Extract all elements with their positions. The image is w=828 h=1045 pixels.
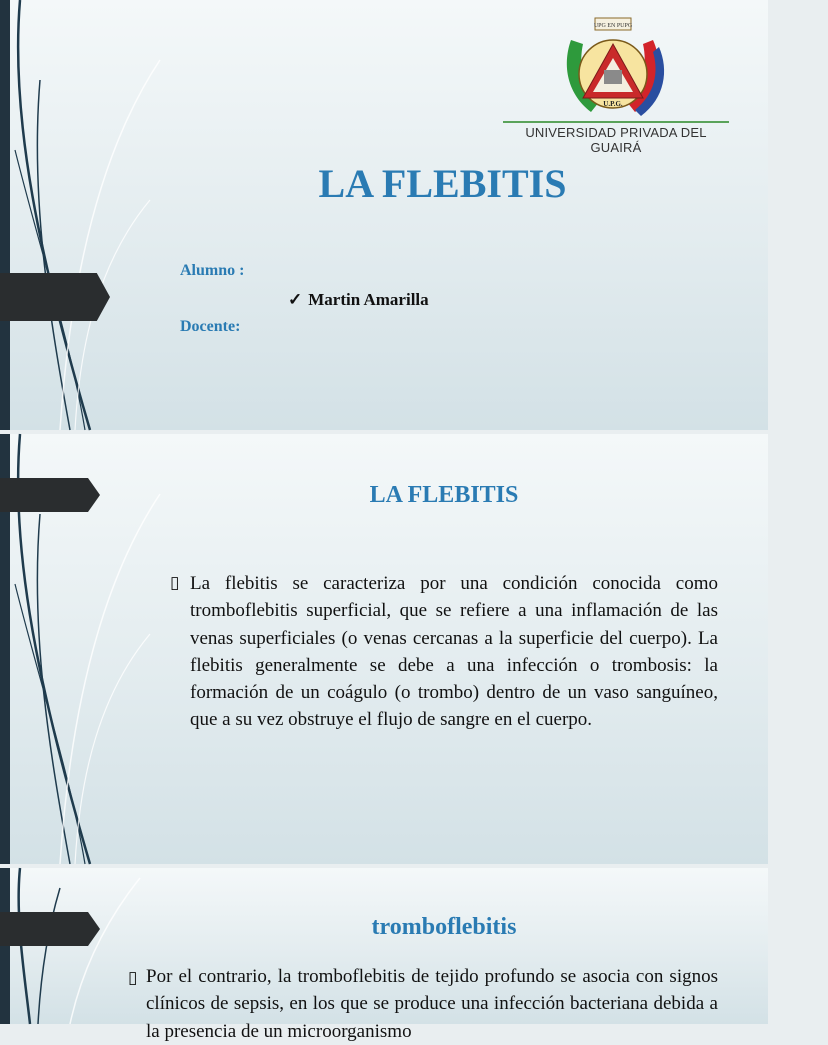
svg-text:U.P.G.: U.P.G. — [603, 100, 623, 108]
docente-label: Docente: — [180, 318, 241, 335]
checkmark-icon: ✓ — [288, 290, 303, 309]
slide-definition — [0, 434, 768, 864]
student-name: Martin Amarilla — [308, 290, 429, 309]
logo-underline — [503, 121, 729, 123]
bullet-icon: ▯ — [170, 573, 180, 592]
definition-paragraph: La flebitis se caracteriza por una condición conocida como tromboflebitis superficial, que se refiere a una inflamación de las venas superficiales (o venas cercanas a la superficie del cuerpo). La flebitis generalmente se debe a una infección o trombosis: la formación de un coágulo (o trombo) dentro de un vaso sanguíneo, que a su vez obstruye el flujo de sangre en el cuerpo. — [190, 573, 718, 731]
slide-tromboflebitis — [0, 868, 768, 1042]
slide-heading: tromboflebitis — [371, 914, 517, 940]
svg-text:UPG EN PUPG: UPG EN PUPG — [593, 23, 633, 29]
page-title: LA FLEBITIS — [318, 161, 567, 206]
slide-heading: LA FLEBITIS — [369, 482, 519, 508]
decorative-curves — [0, 0, 200, 430]
tromboflebitis-paragraph: Por el contrario, la tromboflebitis de tejido profundo se asocia con signos clínicos de sepsis, en los que se produce una infección bacteriana debida a la presencia de un microorganismo — [146, 966, 718, 1042]
student-item — [288, 290, 429, 310]
arrow-tab — [0, 273, 110, 321]
alumno-label: Alumno : — [180, 262, 245, 279]
sidebar-strip — [0, 868, 10, 1024]
logo-caption: UNIVERSIDAD PRIVADA DEL GUAIRÁ — [525, 125, 707, 155]
slide-title-page — [0, 0, 768, 430]
bullet-icon: ▯ — [128, 968, 138, 987]
sidebar-strip — [0, 0, 10, 430]
